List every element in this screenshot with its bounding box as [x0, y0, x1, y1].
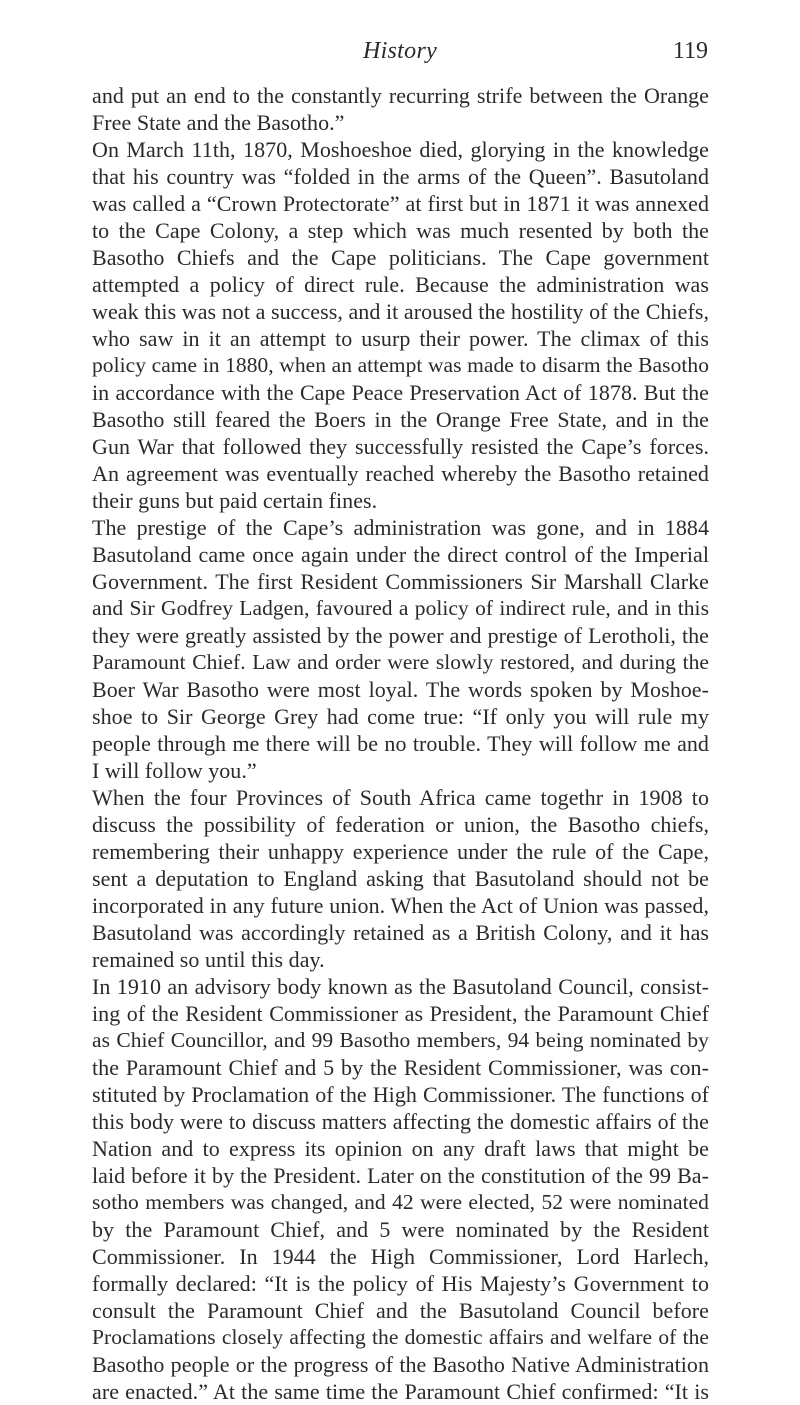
text-line: Government. The first Resident Commissioners Sir Marshall Clarke [92, 569, 709, 594]
text-line: and put an end to the constantly recurring strife between the Orange [92, 83, 709, 108]
text-line: The prestige of the Cape’s administration was gone, and in 1884 [92, 515, 709, 540]
text-line: incorporated in any future union. When the Act of Union was passed, [92, 893, 709, 918]
text-line: their guns but paid certain fines. [92, 488, 378, 513]
text-line: remembering their unhappy experience under the rule of the Cape, [92, 839, 709, 864]
text-line: by the Paramount Chief, and 5 were nominated by the Resident [92, 1217, 709, 1242]
text-line: they were greatly assisted by the power and prestige of Lerotholi, the [92, 623, 709, 648]
text-line: An agreement was eventually reached whereby the Basotho retained [92, 461, 709, 486]
text-line: the Paramount Chief and 5 by the Resident Commissioner, was con- [92, 1055, 709, 1080]
text-line: this body were to discuss matters affecting the domestic affairs of the [92, 1109, 709, 1134]
text-line: in accordance with the Cape Peace Preservation Act of 1878. But the [92, 380, 709, 405]
text-line: sotho members was changed, and 42 were elected, 52 were nominated [92, 1190, 709, 1214]
text-line: Basutoland came once again under the direct control of the Imperial [92, 542, 709, 567]
running-head [0, 38, 800, 68]
text-line: discuss the possibility of federation or union, the Basotho chiefs, [92, 812, 709, 837]
text-line: and Sir Godfrey Ladgen, favoured a policy of indirect rule, and in this [92, 596, 709, 620]
text-line: ing of the Resident Commissioner as President, the Paramount Chief [92, 1001, 709, 1026]
page-number: 119 [672, 38, 708, 64]
text-line: Commissioner. In 1944 the High Commissioner, Lord Harlech, [92, 1244, 709, 1269]
text-line: as Chief Councillor, and 99 Basotho members, 94 being nominated by [92, 1028, 709, 1052]
text-line: who saw in it an attempt to usurp their power. The climax of this [92, 326, 709, 351]
text-line: laid before it by the President. Later on the constitution of the 99 Ba- [92, 1163, 709, 1188]
text-line: people through me there will be no trouble. They will follow me and [92, 731, 709, 756]
text-line: that his country was “folded in the arms of the Queen”. Basutoland [92, 164, 709, 189]
text-line: weak this was not a success, and it aroused the hostility of the Chiefs, [92, 299, 709, 324]
text-line: are enacted.” At the same time the Paramount Chief confirmed: “It is [92, 1379, 709, 1404]
text-line: Free State and the Basotho.” [92, 110, 345, 135]
text-line: Proclamations closely affecting the domestic affairs and welfare of the [92, 1325, 709, 1349]
text-line: Nation and to express its opinion on any draft laws that might be [92, 1136, 709, 1161]
text-line: was called a “Crown Protectorate” at first but in 1871 it was annexed [92, 191, 709, 216]
text-line: I will follow you.” [92, 758, 257, 783]
text-line: remained so until this day. [92, 947, 325, 972]
text-line: Basutoland was accordingly retained as a British Colony, and it has [92, 920, 709, 945]
text-line: stituted by Proclamation of the High Commissioner. The functions of [92, 1082, 709, 1107]
body-text [92, 82, 709, 1405]
text-line: On March 11th, 1870, Moshoeshoe died, glorying in the knowledge [92, 137, 709, 162]
text-line: Gun War that followed they successfully resisted the Cape’s forces. [92, 434, 709, 459]
text-line: consult the Paramount Chief and the Basutoland Council before [92, 1298, 709, 1323]
text-line: shoe to Sir George Grey had come true: “If only you will rule my [92, 704, 709, 729]
text-line: to the Cape Colony, a step which was much resented by both the [92, 218, 709, 243]
text-line: When the four Provinces of South Africa came togethr in 1908 to [92, 785, 709, 810]
text-line: formally declared: “It is the policy of His Majesty’s Government to [92, 1271, 709, 1296]
text-line: policy came in 1880, when an attempt was made to disarm the Basotho [92, 353, 709, 377]
running-title: History [362, 38, 438, 64]
text-line: Paramount Chief. Law and order were slowly restored, and during the [92, 650, 709, 674]
text-line: sent a deputation to England asking that Basutoland should not be [92, 866, 709, 891]
text-line: In 1910 an advisory body known as the Basutoland Council, consist- [92, 974, 709, 999]
text-line: attempted a policy of direct rule. Because the administration was [92, 272, 709, 297]
text-line: Basotho Chiefs and the Cape politicians. The Cape government [92, 245, 709, 270]
text-line: Boer War Basotho were most loyal. The words spoken by Moshoe- [92, 677, 709, 702]
text-line: Basotho still feared the Boers in the Orange Free State, and in the [92, 407, 709, 432]
text-line: Basotho people or the progress of the Basotho Native Administration [92, 1352, 709, 1377]
